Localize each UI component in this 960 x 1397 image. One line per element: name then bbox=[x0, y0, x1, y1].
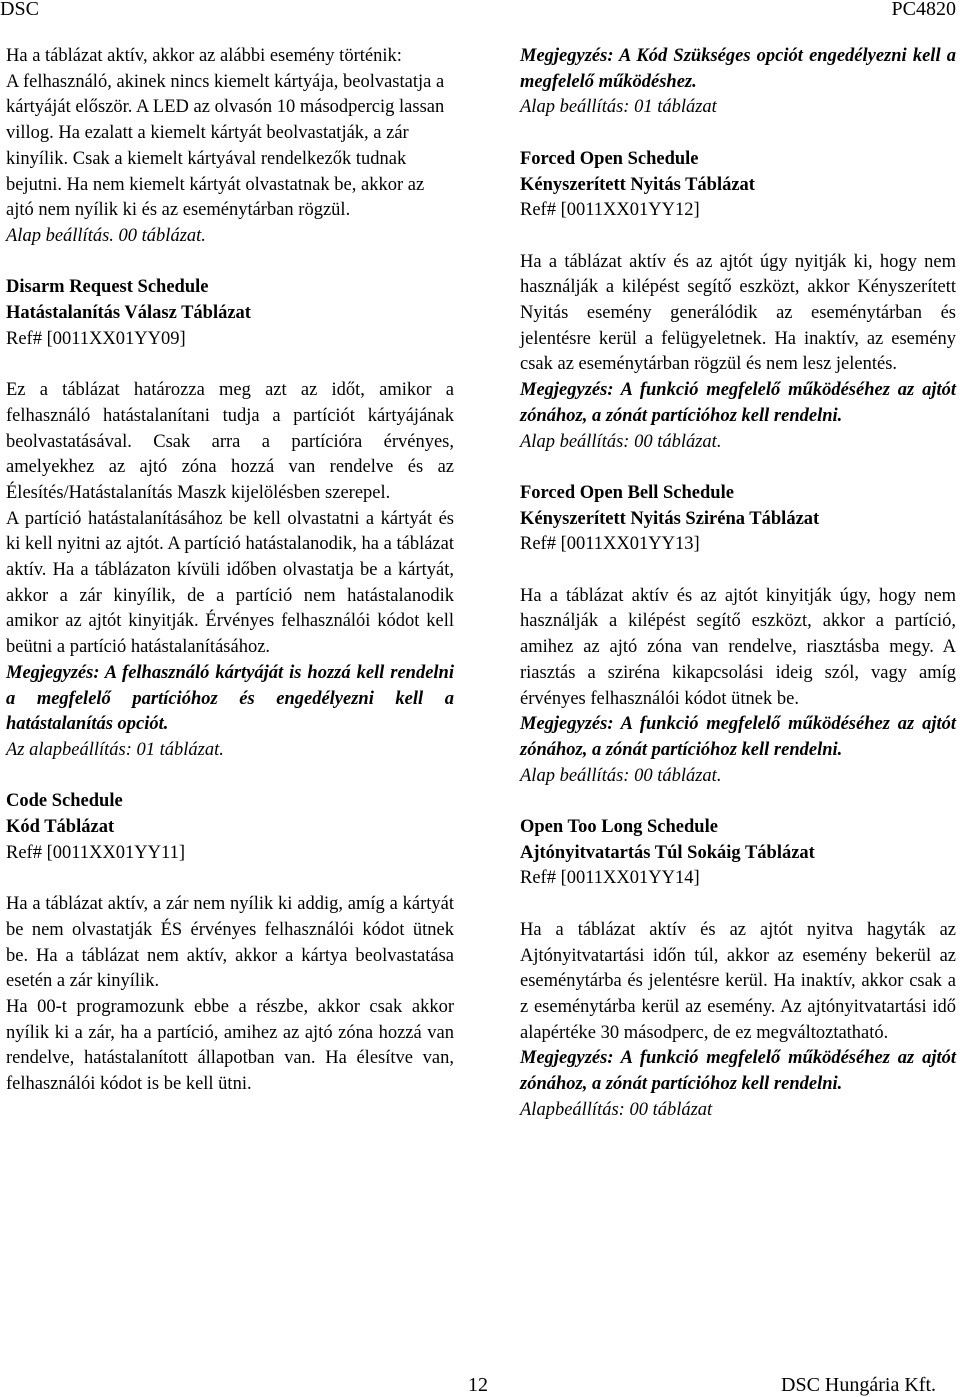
footer-company: DSC Hungária Kft. bbox=[781, 1374, 936, 1396]
bell-title-en: Forced Open Bell Schedule bbox=[520, 482, 734, 503]
left-column bbox=[6, 44, 454, 1098]
bell-body: Ha a táblázat aktív és az ajtót kinyitják úgy, hogy nem használják a kilépést segítő eszközt, akkor a partíció, amihez az ajtó zóna van rendelve, riasztásba megy. A riasztás a sziréna kikapcsolási ideig szól, vagy amíg érvényes felhasználói kódot ütnek be. bbox=[520, 585, 956, 709]
bell-ref: Ref# [0011XX01YY13] bbox=[520, 534, 700, 555]
code-ref: Ref# [0011XX01YY11] bbox=[6, 842, 185, 863]
toolong-title-en: Open Too Long Schedule bbox=[520, 817, 718, 838]
code-body-2: Ha 00-t programozunk ebbe a részbe, akkor csak akkor nyílik ki a zár, ha a partíció, amihez az ajtó zóna hozzá van rendelve, hatástalanított állapotban van. Ha élesítve van, felhasználói kódot is be kell ütni. bbox=[6, 996, 454, 1095]
intro-text-2: A felhasználó, akinek nincs kiemelt kártyája, beolvastatja a kártyáját először. A LED az olvasón 10 másodpercig lassan villog. Ha ezalatt a kiemelt kártyát beolvastatják, a zár kinyílik. Csak a kiemelt kártyával rendelkezők tudnak bejutni. Ha nem kiemelt kártyát olvastatnak be, akkor az ajtó nem nyílik ki és az eseménytárban rögzül. bbox=[6, 71, 445, 221]
disarm-title-hu: Hatástalanítás Válasz Táblázat bbox=[6, 303, 251, 324]
right-column bbox=[520, 44, 956, 1123]
bell-note: Megjegyzés: A funkció megfelelő működéséhez az ajtót zónához, a zónát partícióhoz kell rendelni. bbox=[520, 714, 956, 760]
disarm-title-en: Disarm Request Schedule bbox=[6, 277, 209, 298]
code-default: Alap beállítás: 01 táblázat bbox=[520, 97, 717, 118]
bell-title-hu: Kényszerített Nyitás Sziréna Táblázat bbox=[520, 508, 820, 529]
code-body-1: Ha a táblázat aktív, a zár nem nyílik ki addig, amíg a kártyát be nem olvastatják ÉS érvényes felhasználói kódot ütnek be. Ha a táblázat nem aktív, akkor a kártya beolvastatása esetén a zár kinyílik. bbox=[6, 894, 454, 992]
intro-text-1: Ha a táblázat aktív, akkor az alábbi esemény történik: bbox=[6, 46, 402, 66]
disarm-note: Megjegyzés: A felhasználó kártyáját is hozzá kell rendelni a megfelelő partícióhoz és engedélyezni kell a hatástalanítás opciót. bbox=[6, 662, 454, 735]
header-left: DSC bbox=[0, 0, 39, 20]
forced-body: Ha a táblázat aktív és az ajtót úgy nyitják ki, hogy nem használják a kilépést segítő eszközt, akkor Kényszerített Nyitás esemény generálódik az eseménytárban és jelentésre kerül a felügyeletnek. Ha inaktív, az esemény csak az eseménytárban rögzül és nem lesz jelentés. bbox=[520, 251, 956, 375]
forced-ref: Ref# [0011XX01YY12] bbox=[520, 200, 700, 221]
forced-title-en: Forced Open Schedule bbox=[520, 148, 699, 169]
code-title-hu: Kód Táblázat bbox=[6, 817, 115, 838]
disarm-body-2: A partíció hatástalanításához be kell olvastatni a kártyát és ki kell nyitni az ajtót. A partíció hatástalanodik, ha a táblázat aktív. Ha a táblázaton kívüli időben olvastatja be a kártyát, akkor a zár kinyílik, de a partíció nem hatástalanodik amikor az ajtót kinyitják. Érvényes felhasználói kódot kell beütni a partíció hatástalanításához. bbox=[6, 508, 454, 658]
code-note: Megjegyzés: A Kód Szükséges opciót engedélyezni kell a megfelelő működéshez. bbox=[520, 46, 956, 92]
header-right: PC4820 bbox=[891, 0, 956, 20]
intro-default: Alap beállítás. 00 táblázat. bbox=[6, 225, 206, 246]
disarm-body-1: Ez a táblázat határozza meg azt az időt, amikor a felhasználó hatástalanítani tudja a partíciót kártyájának beolvastatásával. Csak arra a partícióra érvényes, amelyekhez az ajtó zóna hozzá van rendelve és az Élesítés/Hatástalanítás Maszk kijelölésben szerepel. bbox=[6, 380, 454, 503]
toolong-ref: Ref# [0011XX01YY14] bbox=[520, 868, 700, 889]
forced-title-hu: Kényszerített Nyitás Táblázat bbox=[520, 174, 755, 195]
toolong-default: Alapbeállítás: 00 táblázat bbox=[520, 1099, 713, 1120]
bell-default: Alap beállítás: 00 táblázat. bbox=[520, 765, 722, 786]
forced-note: Megjegyzés: A funkció megfelelő működéséhez az ajtót zónához, a zónát partícióhoz kell rendelni. bbox=[520, 380, 956, 426]
forced-default: Alap beállítás: 00 táblázat. bbox=[520, 431, 722, 452]
toolong-title-hu: Ajtónyitvatartás Túl Sokáig Táblázat bbox=[520, 842, 815, 863]
toolong-note: Megjegyzés: A funkció megfelelő működéséhez az ajtót zónához, a zónát partícióhoz kell rendelni. bbox=[520, 1048, 956, 1095]
toolong-body: Ha a táblázat aktív és az ajtót nyitva hagyták az Ajtónyitvatartási időn túl, akkor az esemény bekerül az eseménytárba és jelentésre kerül. Ha inaktív, akkor csak a z eseménytárba kerül az esemény. Az ajtónyitvatartási idő alapértéke 30 másodperc, de ez megváltoztatható. bbox=[520, 919, 956, 1043]
page-number: 12 bbox=[468, 1374, 488, 1396]
code-title-en: Code Schedule bbox=[6, 791, 123, 812]
disarm-default: Az alapbeállítás: 01 táblázat. bbox=[6, 739, 224, 760]
disarm-ref: Ref# [0011XX01YY09] bbox=[6, 328, 186, 349]
